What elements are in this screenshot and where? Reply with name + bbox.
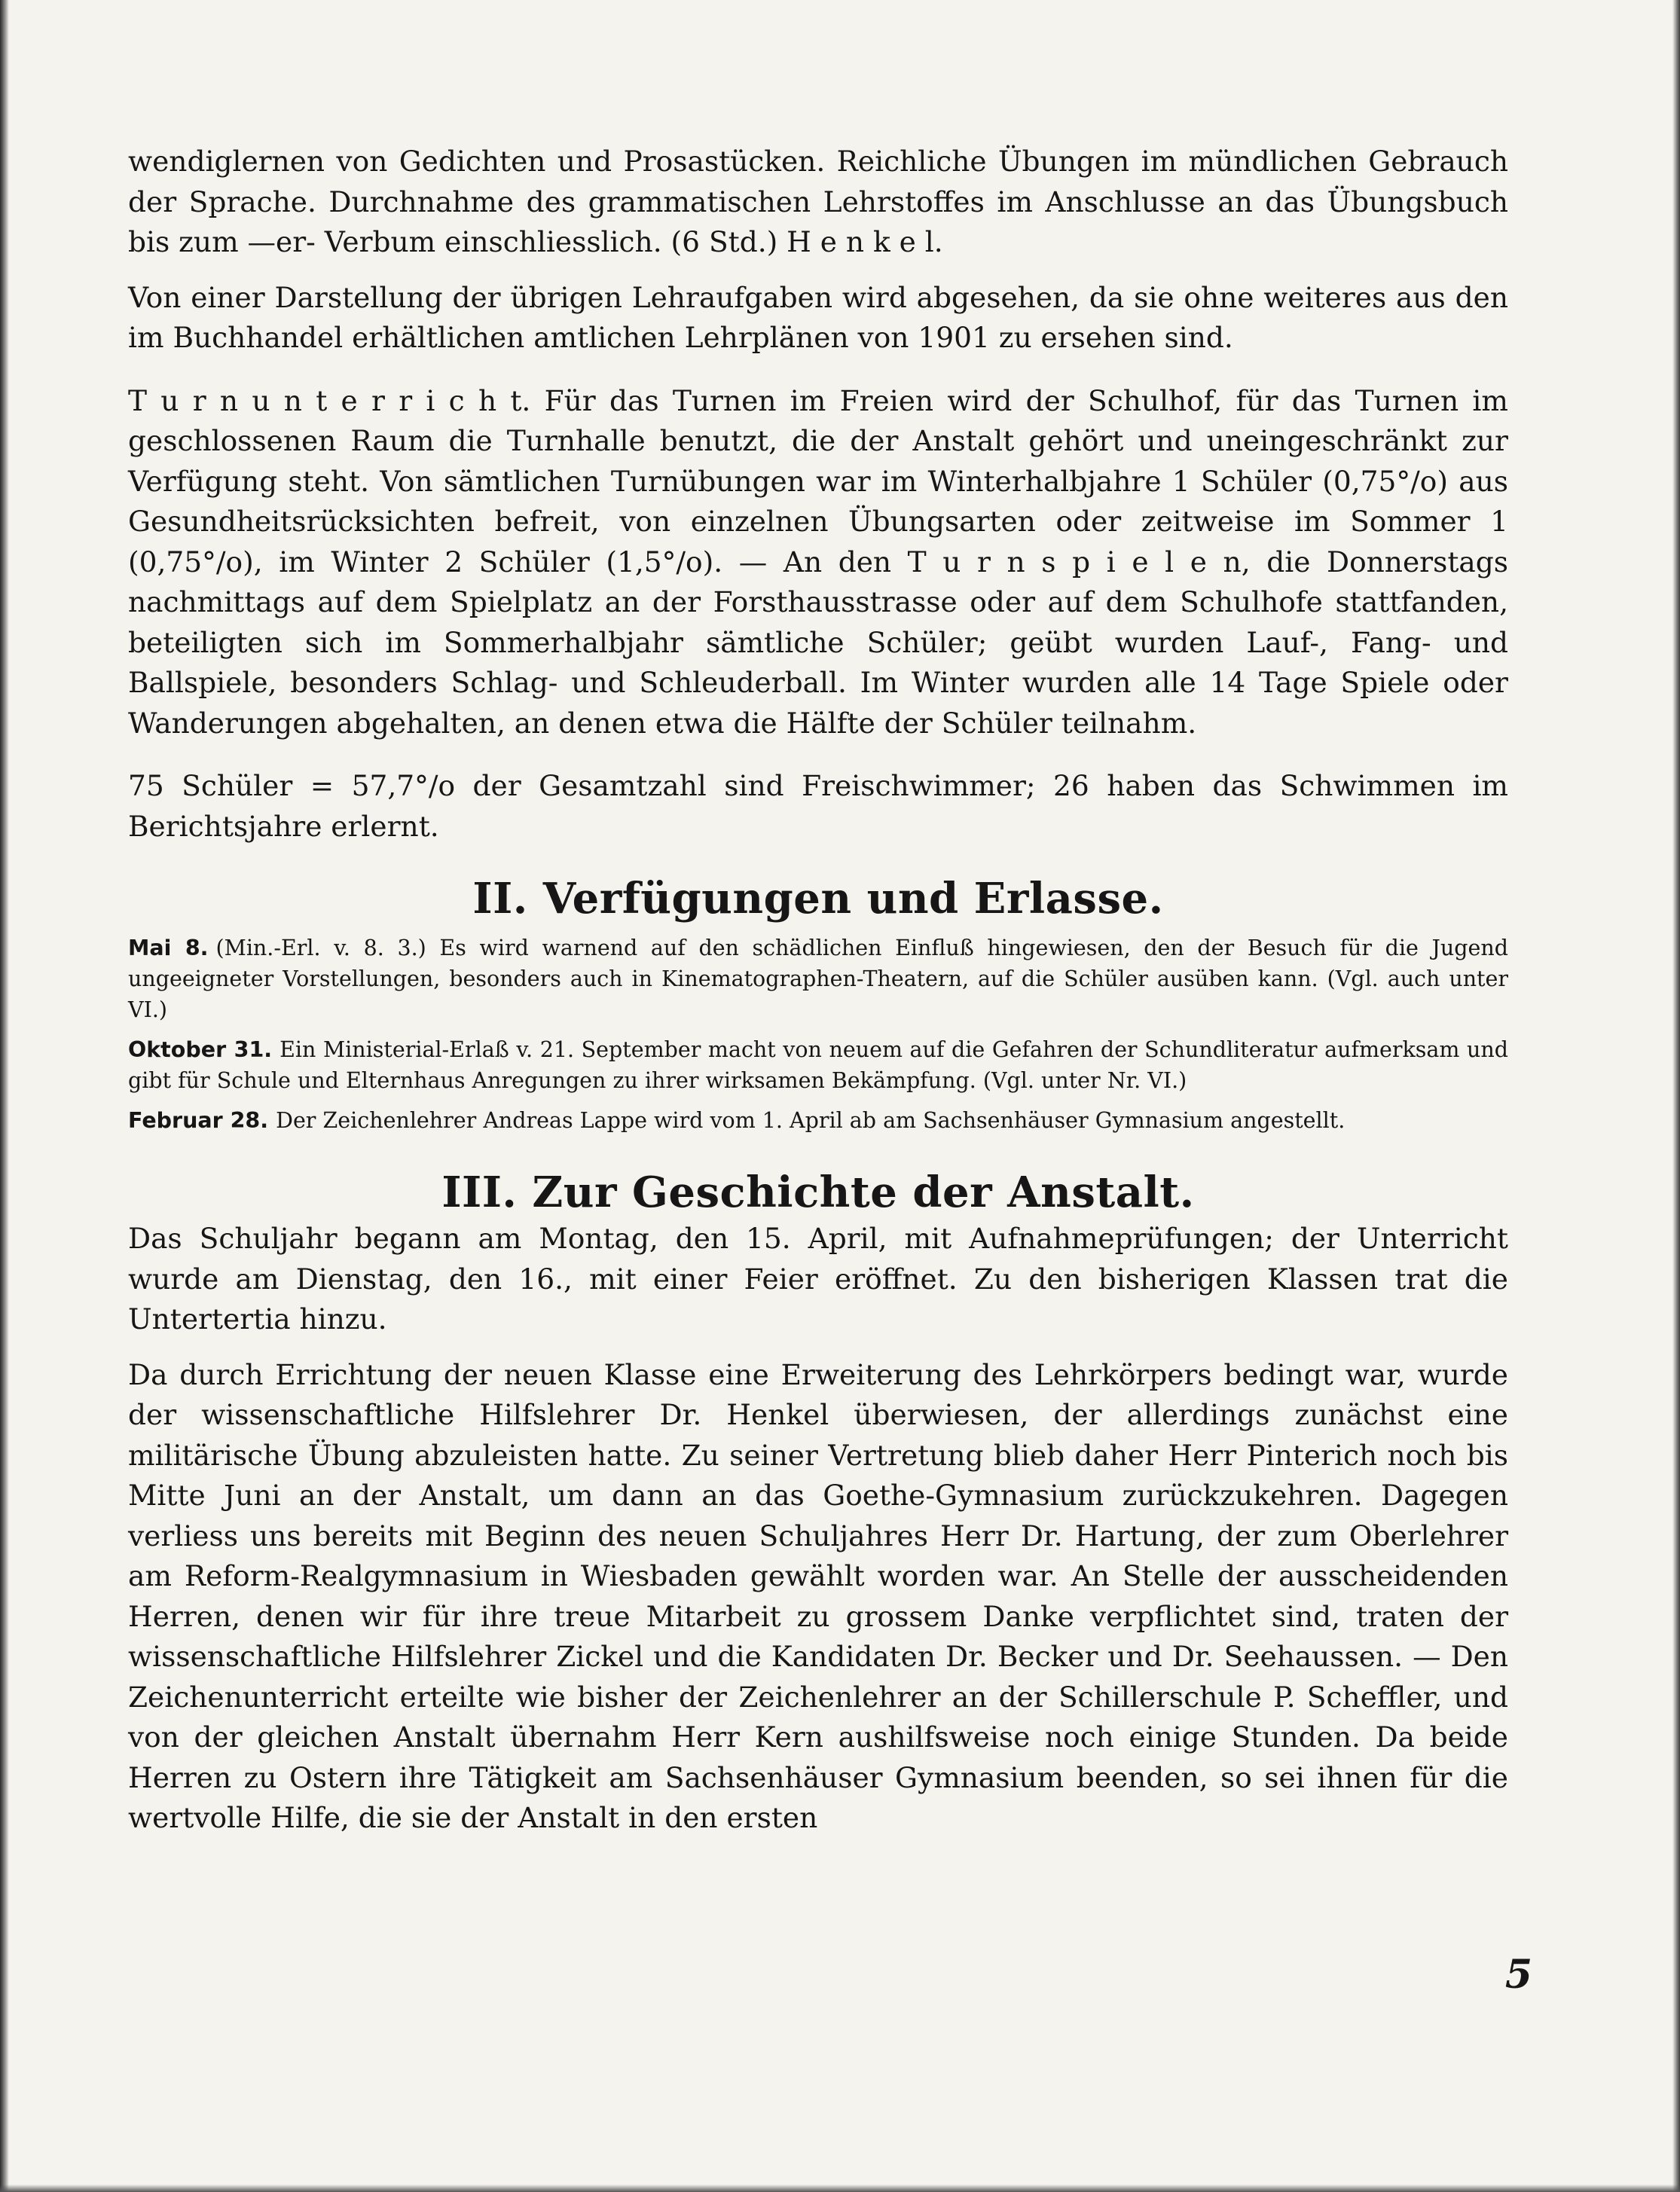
section-heading-decrees: II. Verfügungen und Erlasse. bbox=[472, 874, 1164, 924]
decree-text: (Min.-Erl. v. 8. 3.) Es wird warnend auf den schädlichen Einfluß hingewiesen, den der Besuch für die Jugend ungeeigneter Vorstellungen, besonders auch in Kinematographen-Theatern, auf die Schüler ausüben kann. (Vgl. auch unter VI.) bbox=[128, 936, 1508, 1022]
decree-entry bbox=[128, 1034, 1508, 1096]
paragraph-teaching-staff: Da durch Errichtung der neuen Klasse eine Erweiterung des Lehrkörpers bedingt war, wurde der wissenschaftliche Hilfslehrer Dr. Henkel überwiesen, der allerdings zunächst eine militärische Übung abzuleisten hatte. Zu seiner Vertretung blieb daher Herr Pinterich noch bis Mitte Juni an der Anstalt, um dann an das Goethe-Gymnasium zurückzukehren. Dagegen verliess uns bereits mit Beginn des neuen Schuljahres Herr Dr. Hartung, der zum Oberlehrer am Reform-Realgymnasium in Wiesbaden gewählt worden war. An Stelle der ausscheidenden Herren, denen wir für ihre treue Mitarbeit zu grossem Danke verpflichtet sind, traten der wissenschaftliche Hilfslehrer Zickel und die Kandidaten Dr. Becker und Dr. Seehaussen. — Den Zeichenunterricht erteilte wie bisher der Zeichenlehrer an der Schillerschule P. Scheffler, und von der gleichen Anstalt übernahm Herr Kern aushilfsweise noch einige Stunden. Da beide Herren zu Ostern ihre Tätigkeit am Sachsenhäuser Gymnasium beenden, so sei ihnen für die wertvolle Hilfe, die sie der Anstalt in den ersten bbox=[128, 1357, 1508, 1834]
decree-text: Ein Ministerial-Erlaß v. 21. September macht von neuem auf die Gefahren der Schundliteratur aufmerksam und gibt für Schule und Elternhaus Anregungen zu ihrer wirksamen Bekämpfung. (Vgl. unter Nr. VI.) bbox=[128, 1037, 1508, 1093]
decree-text: Der Zeichenlehrer Andreas Lappe wird vom 1. April ab am Sachsenhäuser Gymnasium angestellt. bbox=[276, 1108, 1346, 1133]
section-heading-history: III. Zur Geschichte der Anstalt. bbox=[441, 1168, 1195, 1217]
page-number: 5 bbox=[1504, 1952, 1532, 1998]
paragraph-school-year-start: Das Schuljahr begann am Montag, den 15. April, mit Aufnahmeprüfungen; der Unterricht wurde am Dienstag, den 16., mit einer Feier eröffnet. Zu den bisherigen Klassen trat die Untertertia hinzu. bbox=[128, 1222, 1508, 1336]
decree-date: Oktober 31. bbox=[128, 1037, 273, 1062]
paragraph-french-lesson: wendiglernen von Gedichten und Prosastücken. Reichliche Übungen im mündlichen Gebrauch der Sprache. Durchnahme des grammatischen Lehrstoffes im Anschlusse an das Übungsbuch bis zum —er- Verbum einschliesslich. (6 Std.) H e n k e l. bbox=[128, 145, 1508, 258]
decree-entry bbox=[128, 933, 1508, 1025]
paragraph-gymnastics: T u r n u n t e r r i c h t. Für das Turnen im Freien wird der Schulhof, für das Turnen im geschlossenen Raum die Turnhalle benutzt, die der Anstalt gehört und uneingeschränkt zur Verfügung steht. Von sämtlichen Turnübungen war im Winterhalbjahre 1 Schüler (0,75°/o) aus Gesundheitsrücksichten befreit, von einzelnen Übungsarten oder zeitweise im Sommer 1 (0,75°/o), im Winter 2 Schüler (1,5°/o). — An den T u r n s p i e l e n, die Donnerstags nachmittags auf dem Spielplatz an der Forsthausstrasse oder auf dem Schulhofe stattfanden, beteiligten sich im Sommerhalbjahr sämtliche Schüler; geübt wurden Lauf-, Fang- und Ballspiele, besonders Schlag- und Schleuderball. Im Winter wurden alle 14 Tage Spiele oder Wanderungen abgehalten, an denen etwa die Hälfte der Schüler teilnahm. bbox=[128, 383, 1508, 740]
paragraph-swimming: 75 Schüler = 57,7°/o der Gesamtzahl sind Freischwimmer; 26 haben das Schwimmen im Berichtsjahre erlernt. bbox=[128, 769, 1508, 843]
scan-edge-bottom bbox=[0, 2184, 1680, 2192]
decree-date: Mai 8. bbox=[128, 936, 209, 960]
decree-list bbox=[128, 933, 1508, 1136]
scan-edge-left bbox=[0, 0, 9, 2192]
decree-entry bbox=[128, 1105, 1508, 1136]
page-body bbox=[128, 142, 1508, 1839]
scan-edge-right bbox=[1672, 0, 1680, 2192]
decree-date: Februar 28. bbox=[128, 1108, 269, 1133]
paragraph-curriculum-note: Von einer Darstellung der übrigen Lehraufgaben wird abgesehen, da sie ohne weiteres aus den im Buchhandel erhältlichen amtlichen Lehrplänen von 1901 zu ersehen sind. bbox=[128, 280, 1508, 354]
